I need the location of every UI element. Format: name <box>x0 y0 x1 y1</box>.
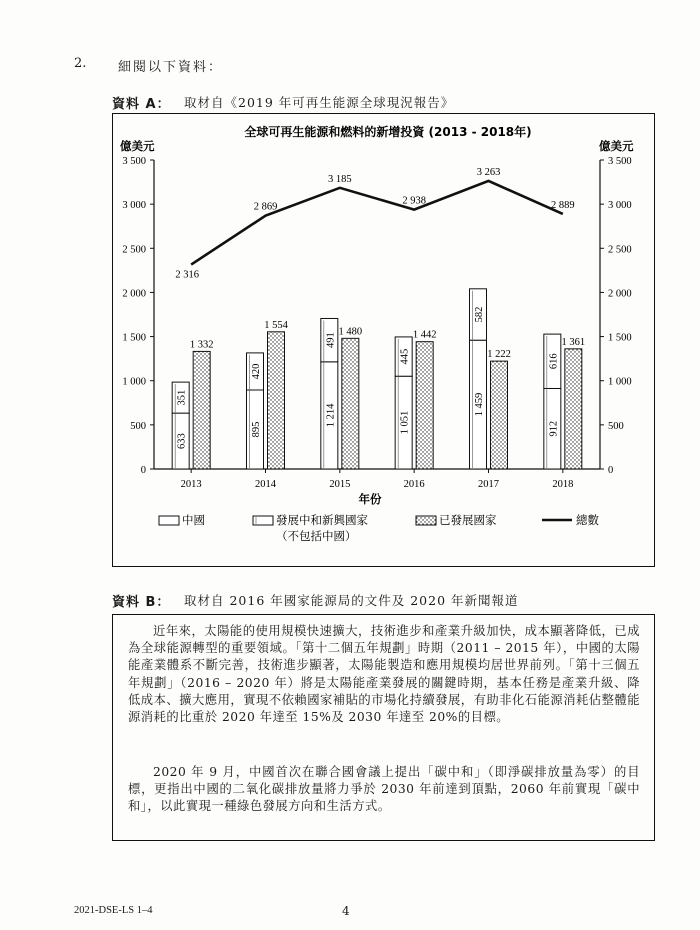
data-label-china: 1 459 <box>474 392 485 417</box>
bar-developed <box>491 361 508 469</box>
y-tick-label-right: 0 <box>608 465 614 476</box>
data-label-china: 1 214 <box>325 403 337 428</box>
data-label-developing: 616 <box>548 353 560 370</box>
source-b-citation: 取材自 2016 年國家能源局的文件及 2020 年新聞報道 <box>184 593 519 608</box>
data-label-china: 1 051 <box>399 410 411 435</box>
data-label-developing: 491 <box>325 332 337 349</box>
data-label-total: 3 263 <box>476 166 501 178</box>
x-axis-label: 年份 <box>358 492 382 506</box>
source-b-paragraph-1: 近年來，太陽能的使用規模快速擴大，技術進步和產業升級加快，成本顯著降低，已成為全球能源轉型的重要領域。「第十二個五年規劃」時期（2011 – 2015 年），中國的太陽能產業體系不斷完善，技術進步顯著，太陽能製造和應用規模均居世界前列。「第十三個五年規劃」（2016 – 2020 年）將是太陽能產業發展的關鍵時期，基本任務是產業升級、降低成本、擴大應用，實現不依賴國家補貼的市場化持續發展，有助非化石能源消耗佔整體能源消耗的比重於 2020 年達至 15%及 2030 年達至 20%的目標。 <box>128 624 640 725</box>
data-label-total: 3 185 <box>328 173 352 185</box>
legend-label-developing: 發展中和新興國家 <box>276 513 368 527</box>
x-tick-label: 2016 <box>403 479 425 490</box>
data-label-developing: 582 <box>474 306 485 323</box>
investment-chart <box>112 113 655 567</box>
question-instruction: 細閱以下資料： <box>118 60 224 75</box>
data-label-china: 633 <box>176 433 188 449</box>
y-tick-label-left: 3 000 <box>122 200 146 212</box>
y-tick-label-right: 3 000 <box>608 200 632 212</box>
y-axis-label-left: 億美元 <box>120 139 155 153</box>
y-tick-label-right: 2 000 <box>608 288 632 300</box>
data-label-total: 2 316 <box>175 269 199 281</box>
x-tick-label: 2017 <box>478 479 499 490</box>
total-line <box>175 167 574 281</box>
data-label-developing: 351 <box>176 389 188 406</box>
bar-developed <box>268 332 285 469</box>
exam-code: 2021-DSE-LS 1–4 <box>74 905 153 916</box>
source-b-paragraph-2: 2020 年 9 月，中國首次在聯合國會議上提出「碳中和」（即淨碳排放量為零）的目標，更指出中國的二氧化碳排放量將力爭於 2030 年前達到頂點，2060 年前實現「碳中和」，以此實現一種綠色發展方向和生活方式。 <box>128 765 640 814</box>
data-label-china: 912 <box>548 420 560 437</box>
source-b-label: 資料 B： <box>112 595 171 610</box>
data-label-developed: 1 222 <box>487 349 511 361</box>
legend-label-developed: 已發展國家 <box>439 513 497 527</box>
x-tick-label: 2018 <box>552 479 574 490</box>
y-tick-label-left: 1 000 <box>122 376 146 388</box>
y-tick-label-left: 2 500 <box>122 244 146 256</box>
data-label-developing: 445 <box>399 348 411 365</box>
x-tick-label: 2013 <box>180 479 202 490</box>
legend-label-total: 總數 <box>576 513 599 527</box>
x-tick-label: 2014 <box>255 479 276 490</box>
chart-title: 全球可再生能源和燃料的新增投資 (2013 - 2018年) <box>244 125 532 139</box>
bar-developed <box>342 338 359 469</box>
data-label-developed: 1 480 <box>338 326 363 338</box>
chart-legend <box>159 513 599 543</box>
question-number: 2. <box>74 56 87 71</box>
legend-note-developing: （不包括中國） <box>276 529 357 543</box>
y-axis-label-right: 億美元 <box>599 139 634 153</box>
data-label-developed: 1 554 <box>264 319 288 331</box>
data-label-total: 2 869 <box>253 201 278 213</box>
page-number: 4 <box>342 904 350 918</box>
y-tick-label-right: 2 500 <box>608 244 632 256</box>
total-line-path <box>191 181 563 265</box>
x-tick-label: 2015 <box>329 479 351 490</box>
y-tick-label-right: 1 000 <box>608 376 632 388</box>
data-label-developing: 420 <box>251 363 262 380</box>
source-a-label: 資料 A： <box>112 97 171 112</box>
y-tick-label-right: 500 <box>608 420 624 432</box>
legend-swatch-china <box>159 516 179 525</box>
data-label-total: 2 889 <box>551 199 575 211</box>
y-tick-label-left: 1 500 <box>122 332 146 344</box>
data-label-total: 2 938 <box>402 195 426 207</box>
bar-developed <box>193 351 210 469</box>
data-label-developed: 1 332 <box>189 339 214 351</box>
legend-swatch-developed <box>416 516 436 525</box>
y-tick-label-left: 500 <box>130 420 146 432</box>
source-a-citation: 取材自《2019 年可再生能源全球現況報告》 <box>184 95 455 110</box>
y-tick-label-right: 1 500 <box>608 332 632 344</box>
y-tick-label-left: 2 000 <box>122 288 146 300</box>
data-label-developed: 1 442 <box>412 329 437 341</box>
y-tick-label-left: 0 <box>140 465 146 476</box>
y-tick-label-right: 3 500 <box>608 156 632 167</box>
data-label-china: 895 <box>251 421 262 438</box>
y-tick-label-left: 3 500 <box>122 156 146 167</box>
legend-label-china: 中國 <box>182 513 205 527</box>
data-label-developed: 1 361 <box>561 336 586 348</box>
bar-developed <box>565 349 582 469</box>
chart-bars <box>172 289 585 469</box>
bar-developed <box>416 342 433 469</box>
